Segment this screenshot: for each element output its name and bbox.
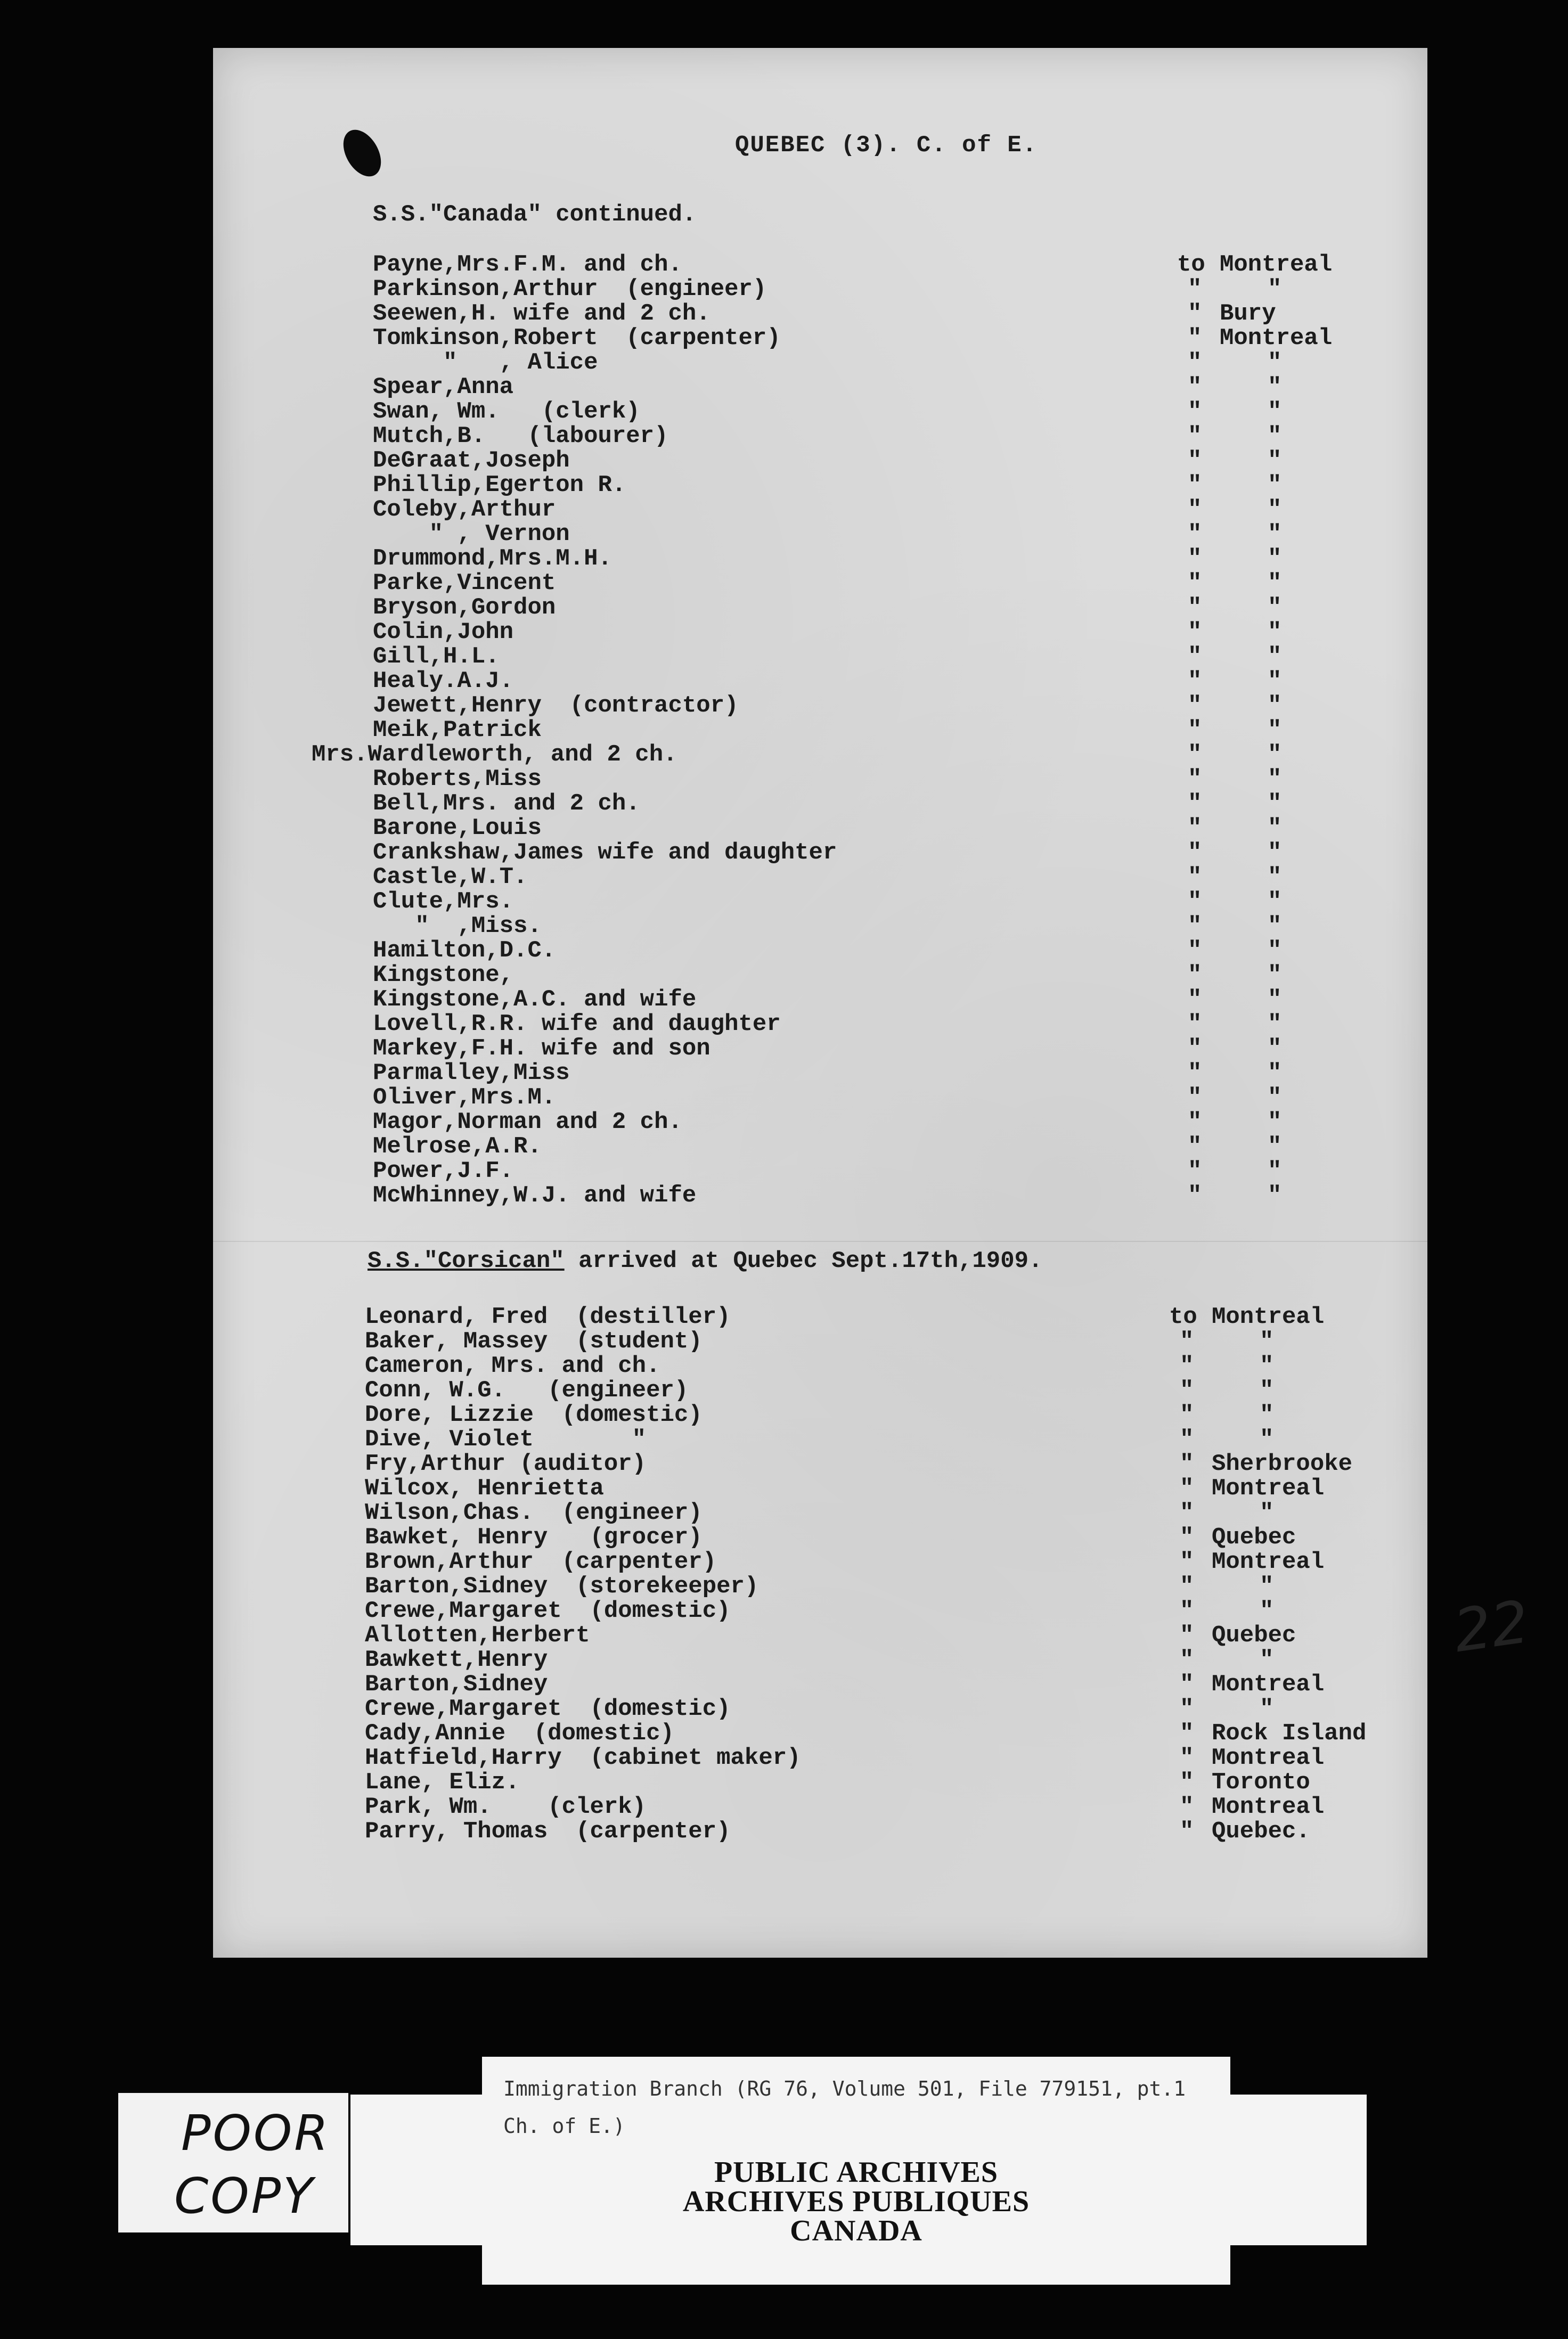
passenger-to: " [1188, 496, 1202, 523]
passenger-to: " [1180, 1426, 1194, 1453]
passenger-row [373, 914, 1385, 938]
passenger-name: Crewe,Margaret (domestic) [365, 1696, 731, 1722]
passenger-name: Fry,Arthur (auditor) [365, 1451, 647, 1477]
passenger-to: " [1180, 1402, 1194, 1428]
passenger-row [373, 375, 1385, 399]
passenger-row [365, 1329, 1377, 1354]
passenger-row [365, 1525, 1377, 1550]
passenger-row [365, 1770, 1377, 1795]
passenger-to: " [1180, 1696, 1194, 1722]
passenger-row [373, 840, 1385, 865]
passenger-to: " [1188, 766, 1202, 792]
passenger-destination: " [1268, 1060, 1282, 1086]
fold-line [213, 1241, 1427, 1242]
passenger-row [373, 644, 1385, 669]
passenger-row [365, 1795, 1377, 1819]
passenger-to: " [1188, 1133, 1202, 1160]
passenger-destination: Montreal [1220, 325, 1333, 351]
passenger-destination: Toronto [1212, 1769, 1310, 1796]
passenger-destination: Quebec [1212, 1524, 1296, 1551]
passenger-name: Cameron, Mrs. and ch. [365, 1353, 660, 1379]
passenger-row [365, 1574, 1377, 1599]
passenger-destination: Bury [1220, 300, 1276, 327]
passenger-name: Barton,Sidney [365, 1671, 548, 1698]
passenger-name: Bawkett,Henry [365, 1647, 548, 1673]
passenger-row [373, 718, 1385, 742]
passenger-destination: Montreal [1212, 1475, 1325, 1502]
passenger-name: " , Alice [373, 349, 598, 376]
passenger-name: Bryson,Gordon [373, 594, 556, 621]
passenger-name: Lovell,R.R. wife and daughter [373, 1011, 781, 1037]
passenger-row [373, 448, 1385, 473]
passenger-destination: " [1260, 1573, 1274, 1600]
passenger-to: " [1188, 374, 1202, 400]
passenger-row [373, 865, 1385, 889]
passenger-name: Payne,Mrs.F.M. and ch. [373, 251, 682, 278]
passenger-destination: " [1268, 643, 1282, 670]
passenger-to: " [1188, 668, 1202, 694]
passenger-to: " [1188, 1109, 1202, 1135]
passenger-name: Park, Wm. (clerk) [365, 1794, 647, 1820]
passenger-row [373, 693, 1385, 718]
document-page [213, 48, 1533, 1958]
poor-copy-line2: COPY [174, 2168, 315, 2224]
passenger-name: " ,Miss. [373, 913, 542, 939]
passenger-to: " [1188, 643, 1202, 670]
passenger-name: " , Vernon [373, 521, 570, 547]
passenger-row [373, 1134, 1385, 1159]
passenger-row [365, 1305, 1377, 1329]
passenger-name: McWhinney,W.J. and wife [373, 1182, 697, 1209]
passenger-row [373, 963, 1385, 987]
passenger-destination: " [1268, 888, 1282, 915]
passenger-to: " [1188, 1011, 1202, 1037]
passenger-name: Gill,H.L. [373, 643, 500, 670]
passenger-destination: " [1260, 1426, 1274, 1453]
passenger-destination: " [1268, 962, 1282, 988]
passenger-row [373, 399, 1385, 424]
passenger-row [373, 522, 1385, 546]
passenger-name: Lane, Eliz. [365, 1769, 520, 1796]
passenger-row [373, 1183, 1385, 1208]
passenger-to: " [1188, 545, 1202, 572]
passenger-name: Mrs.Wardleworth, and 2 ch. [312, 741, 677, 768]
passenger-name: Seewen,H. wife and 2 ch. [373, 300, 710, 327]
passenger-destination: Montreal [1220, 251, 1333, 278]
passenger-destination: " [1268, 692, 1282, 719]
passenger-to: " [1188, 888, 1202, 915]
passenger-to: " [1180, 1794, 1194, 1820]
passenger-to: " [1180, 1549, 1194, 1575]
ship-heading-corsican [368, 1249, 1042, 1273]
passenger-name: Power,J.F. [373, 1158, 514, 1184]
passenger-to: " [1188, 423, 1202, 449]
passenger-row [365, 1452, 1377, 1476]
passenger-row [373, 326, 1385, 350]
institution-name-en: PUBLIC ARCHIVES [714, 2156, 999, 2189]
passenger-destination: " [1268, 521, 1282, 547]
passenger-row [373, 938, 1385, 963]
passenger-row [373, 1012, 1385, 1036]
passenger-name: Phillip,Egerton R. [373, 472, 626, 498]
passenger-name: Hatfield,Harry (cabinet maker) [365, 1745, 801, 1771]
passenger-name: Baker, Massey (student) [365, 1328, 703, 1355]
passenger-to: " [1188, 276, 1202, 302]
ship-heading-canada: S.S."Canada" continued. [373, 201, 697, 228]
reference-line-2: Ch. of E.) [503, 2114, 625, 2138]
passenger-name: Coleby,Arthur [373, 496, 556, 523]
passenger-destination: " [1268, 1109, 1282, 1135]
passenger-to: " [1188, 1158, 1202, 1184]
passenger-row [373, 546, 1385, 571]
passenger-destination: " [1260, 1353, 1274, 1379]
passenger-destination: " [1268, 668, 1282, 694]
passenger-to: " [1180, 1818, 1194, 1845]
passenger-row [373, 473, 1385, 497]
passenger-destination: " [1268, 790, 1282, 817]
passenger-row [365, 1623, 1377, 1648]
passenger-to: " [1188, 839, 1202, 866]
passenger-name: Spear,Anna [373, 374, 514, 400]
passenger-row [373, 595, 1385, 620]
passenger-to: " [1188, 594, 1202, 621]
passenger-name: Allotten,Herbert [365, 1622, 590, 1649]
passenger-to: " [1188, 570, 1202, 596]
passenger-to: to [1177, 251, 1205, 278]
passenger-row [373, 620, 1385, 644]
passenger-destination: " [1268, 398, 1282, 425]
passenger-name: Dore, Lizzie (domestic) [365, 1402, 703, 1428]
passenger-to: " [1180, 1745, 1194, 1771]
passenger-to: " [1180, 1622, 1194, 1649]
passenger-name: Jewett,Henry (contractor) [373, 692, 739, 719]
passenger-to: " [1188, 717, 1202, 743]
passenger-name: DeGraat,Joseph [373, 447, 570, 474]
passenger-row [373, 1159, 1385, 1183]
passenger-to: " [1180, 1720, 1194, 1747]
passenger-to: " [1188, 447, 1202, 474]
passenger-name: Swan, Wm. (clerk) [373, 398, 640, 425]
passenger-to: " [1180, 1647, 1194, 1673]
passenger-to: " [1180, 1769, 1194, 1796]
passenger-destination: " [1268, 496, 1282, 523]
reference-line-1: Immigration Branch (RG 76, Volume 501, File 779151, pt.1 [503, 2077, 1186, 2100]
ship-arrival-text: arrived at Quebec Sept.17th,1909. [564, 1248, 1043, 1274]
passenger-name: Cady,Annie (domestic) [365, 1720, 674, 1747]
passenger-to: " [1180, 1377, 1194, 1404]
passenger-row [373, 1110, 1385, 1134]
passenger-name: Healy.A.J. [373, 668, 514, 694]
passenger-name: Wilcox, Henrietta [365, 1475, 604, 1502]
passenger-destination: Montreal [1212, 1671, 1325, 1698]
passenger-row [373, 816, 1385, 840]
passenger-name: Castle,W.T. [373, 864, 528, 890]
ship-name-corsican: S.S."Corsican" [368, 1248, 565, 1274]
passenger-name: Colin,John [373, 619, 514, 645]
passenger-destination: " [1268, 447, 1282, 474]
passenger-to: " [1188, 1060, 1202, 1086]
passenger-name: Meik,Patrick [373, 717, 542, 743]
passenger-name: Crankshaw,James wife and daughter [373, 839, 837, 866]
passenger-row [373, 767, 1385, 791]
passenger-name: Parmalley,Miss [373, 1060, 570, 1086]
passenger-destination: " [1268, 1133, 1282, 1160]
passenger-row [365, 1819, 1377, 1844]
passenger-destination: " [1268, 1011, 1282, 1037]
passenger-to: " [1188, 619, 1202, 645]
passenger-row [312, 741, 1385, 768]
passenger-row [365, 1746, 1377, 1770]
passenger-name: Hamilton,D.C. [373, 937, 556, 964]
passenger-row [365, 1550, 1377, 1574]
passenger-destination: " [1260, 1598, 1274, 1624]
passenger-to: " [1180, 1671, 1194, 1698]
passenger-row [373, 669, 1385, 693]
passenger-to: " [1180, 1451, 1194, 1477]
passenger-to: " [1188, 1182, 1202, 1209]
passenger-destination: " [1268, 1035, 1282, 1062]
passenger-destination: Montreal [1212, 1549, 1325, 1575]
passenger-destination: " [1268, 423, 1282, 449]
poor-copy-label [118, 2093, 348, 2232]
passenger-destination: " [1268, 864, 1282, 890]
passenger-name: Tomkinson,Robert (carpenter) [373, 325, 781, 351]
passenger-row [365, 1599, 1377, 1623]
passenger-destination: " [1260, 1402, 1274, 1428]
passenger-destination: " [1268, 1084, 1282, 1111]
passenger-to: to [1169, 1304, 1197, 1330]
passenger-destination: " [1268, 1158, 1282, 1184]
passenger-name: Bell,Mrs. and 2 ch. [373, 790, 640, 817]
passenger-to: " [1180, 1500, 1194, 1526]
passenger-to: " [1188, 325, 1202, 351]
passenger-destination: " [1268, 839, 1282, 866]
label-notch-right [1230, 2065, 1367, 2095]
passenger-name: Kingstone, [373, 962, 514, 988]
passenger-destination: Quebec. [1212, 1818, 1310, 1845]
passenger-name: Markey,F.H. wife and son [373, 1035, 710, 1062]
document-heading: QUEBEC (3). C. of E. [735, 132, 1038, 159]
passenger-name: Barone,Louis [373, 815, 542, 841]
passenger-name: Melrose,A.R. [373, 1133, 542, 1160]
passenger-destination: " [1268, 913, 1282, 939]
passenger-to: " [1188, 398, 1202, 425]
passenger-row [365, 1427, 1377, 1452]
passenger-destination: " [1268, 570, 1282, 596]
passenger-destination: Montreal [1212, 1745, 1325, 1771]
passenger-to: " [1180, 1328, 1194, 1355]
passenger-name: Magor,Norman and 2 ch. [373, 1109, 682, 1135]
passenger-destination: " [1260, 1500, 1274, 1526]
punch-hole [336, 123, 388, 183]
passenger-row [365, 1476, 1377, 1501]
passenger-destination: " [1268, 815, 1282, 841]
passenger-name: Roberts,Miss [373, 766, 542, 792]
passenger-name: Crewe,Margaret (domestic) [365, 1598, 731, 1624]
passenger-to: " [1188, 962, 1202, 988]
passenger-destination: " [1268, 374, 1282, 400]
poor-copy-line1: POOR [181, 2105, 331, 2162]
passenger-to: " [1188, 521, 1202, 547]
passenger-to: " [1188, 741, 1202, 768]
passenger-row [373, 252, 1385, 277]
passenger-destination: " [1260, 1696, 1274, 1722]
passenger-row [373, 791, 1385, 816]
passenger-name: Bawket, Henry (grocer) [365, 1524, 703, 1551]
passenger-row [373, 497, 1385, 522]
passenger-row [373, 301, 1385, 326]
passenger-row [373, 1036, 1385, 1061]
passenger-destination: " [1268, 937, 1282, 964]
passenger-to: " [1180, 1524, 1194, 1551]
passenger-to: " [1188, 790, 1202, 817]
passenger-name: Parry, Thomas (carpenter) [365, 1818, 731, 1845]
passenger-to: " [1188, 472, 1202, 498]
passenger-row [365, 1672, 1377, 1697]
passenger-row [365, 1403, 1377, 1427]
passenger-row [365, 1354, 1377, 1378]
passenger-destination: " [1260, 1647, 1274, 1673]
passenger-name: Conn, W.G. (engineer) [365, 1377, 689, 1404]
passenger-to: " [1180, 1598, 1194, 1624]
passenger-row [365, 1721, 1377, 1746]
passenger-to: " [1188, 300, 1202, 327]
passenger-destination: Quebec [1212, 1622, 1296, 1649]
passenger-destination: " [1260, 1328, 1274, 1355]
passenger-row [373, 1061, 1385, 1085]
passenger-to: " [1188, 864, 1202, 890]
passenger-to: " [1180, 1573, 1194, 1600]
passenger-to: " [1188, 1035, 1202, 1062]
passenger-name: Parkinson,Arthur (engineer) [373, 276, 767, 302]
passenger-to: " [1188, 692, 1202, 719]
passenger-name: Wilson,Chas. (engineer) [365, 1500, 703, 1526]
passenger-destination: Montreal [1212, 1794, 1325, 1820]
passenger-to: " [1188, 986, 1202, 1013]
passenger-row [373, 277, 1385, 301]
passenger-name: Dive, Violet " [365, 1426, 647, 1453]
passenger-row [373, 1085, 1385, 1110]
passenger-row [373, 424, 1385, 448]
passenger-destination: " [1268, 986, 1282, 1013]
passenger-destination: " [1260, 1377, 1274, 1404]
passenger-name: Drummond,Mrs.M.H. [373, 545, 612, 572]
passenger-to: " [1188, 815, 1202, 841]
passenger-to: " [1180, 1475, 1194, 1502]
passenger-name: Oliver,Mrs.M. [373, 1084, 556, 1111]
passenger-destination: " [1268, 717, 1282, 743]
passenger-row [365, 1501, 1377, 1525]
passenger-name: Clute,Mrs. [373, 888, 514, 915]
passenger-to: " [1188, 349, 1202, 376]
passenger-name: Parke,Vincent [373, 570, 556, 596]
page-number: 22 [1449, 1587, 1533, 1666]
institution-name-fr: ARCHIVES PUBLIQUES [682, 2185, 1030, 2218]
passenger-destination: " [1268, 619, 1282, 645]
passenger-row [373, 987, 1385, 1012]
label-notch-left [350, 2065, 484, 2095]
passenger-name: Barton,Sidney (storekeeper) [365, 1573, 759, 1600]
archives-label [482, 2057, 1230, 2285]
passenger-row [365, 1378, 1377, 1403]
passenger-destination: " [1268, 741, 1282, 768]
passenger-destination: Montreal [1212, 1304, 1325, 1330]
passenger-destination: Sherbrooke [1212, 1451, 1353, 1477]
passenger-destination: " [1268, 349, 1282, 376]
passenger-destination: " [1268, 545, 1282, 572]
passenger-destination: " [1268, 276, 1282, 302]
passenger-destination: " [1268, 766, 1282, 792]
passenger-name: Leonard, Fred (destiller) [365, 1304, 731, 1330]
passenger-to: " [1180, 1353, 1194, 1379]
passenger-to: " [1188, 1084, 1202, 1111]
passenger-row [365, 1697, 1377, 1721]
passenger-destination: " [1268, 594, 1282, 621]
passenger-to: " [1188, 937, 1202, 964]
passenger-name: Kingstone,A.C. and wife [373, 986, 697, 1013]
passenger-name: Mutch,B. (labourer) [373, 423, 668, 449]
passenger-destination: Rock Island [1212, 1720, 1367, 1747]
institution-country: CANADA [790, 2214, 922, 2247]
passenger-name: Brown,Arthur (carpenter) [365, 1549, 717, 1575]
passenger-row [373, 571, 1385, 595]
passenger-destination: " [1268, 472, 1282, 498]
passenger-destination: " [1268, 1182, 1282, 1209]
passenger-row [373, 889, 1385, 914]
passenger-to: " [1188, 913, 1202, 939]
passenger-row [365, 1648, 1377, 1672]
passenger-row [373, 350, 1385, 375]
